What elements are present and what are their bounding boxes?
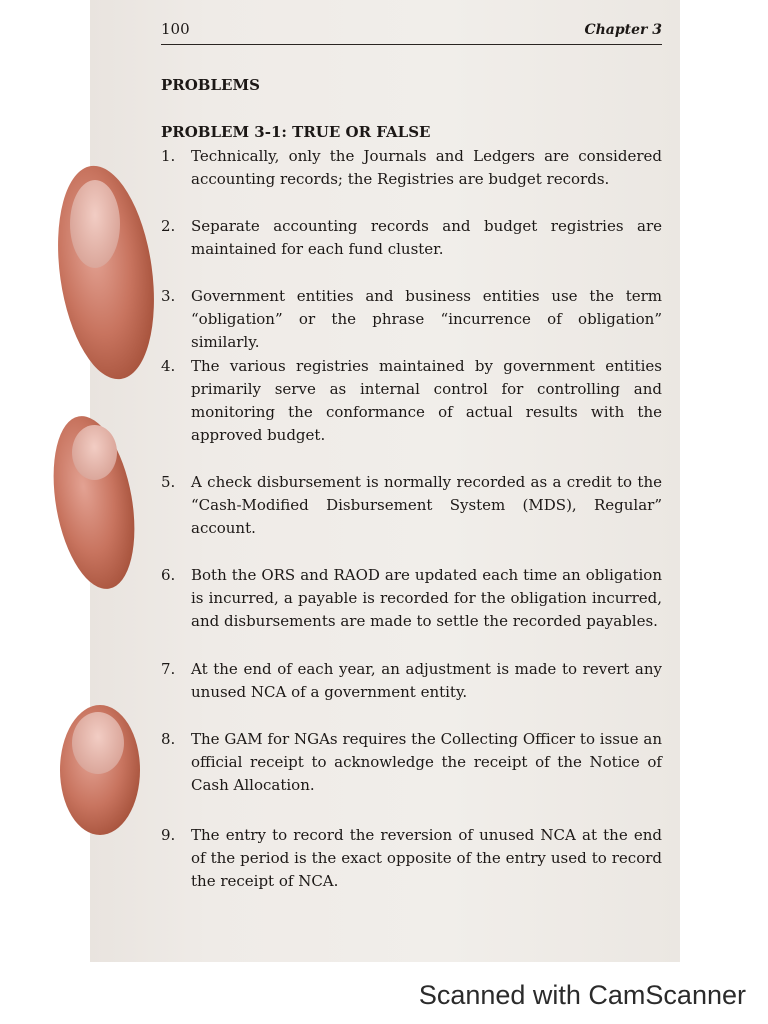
- item-text: Both the ORS and RAOD are updated each time an obligation is incurred, a payable is recorded for the obligation incurred, and disbursements are made to settle the recorded payables.: [191, 566, 662, 630]
- item-number: 9.: [161, 826, 176, 844]
- item-text: At the end of each year, an adjustment is made to revert any unused NCA of a government entity.: [191, 660, 662, 701]
- item-text: A check disbursement is normally recorded as a credit to the “Cash-Modified Disbursement System (MDS), Regular” account.: [191, 473, 662, 537]
- item-number: 7.: [161, 660, 176, 678]
- problem-item-6: [161, 564, 662, 633]
- scanner-watermark: Scanned with CamScanner: [418, 980, 746, 1010]
- item-text: Government entities and business entities use the term “obligation” or the phrase “incurrence of obligation” similarly.: [191, 287, 662, 351]
- problem-item-8: [161, 728, 662, 797]
- item-number: 8.: [161, 730, 176, 748]
- problem-item-4: [161, 355, 662, 447]
- page-number: 100: [161, 20, 190, 38]
- item-number: 2.: [161, 217, 176, 235]
- running-header: [161, 20, 662, 45]
- thumb-nail-bottom: [72, 712, 124, 774]
- problem-item-7: [161, 658, 662, 704]
- item-number: 5.: [161, 473, 176, 491]
- section-title: PROBLEMS: [161, 76, 260, 94]
- item-text: The various registries maintained by government entities primarily serve as internal control for controlling and monitoring the conformance of actual results with the approved budget.: [191, 357, 662, 444]
- item-text: The GAM for NGAs requires the Collecting Officer to issue an official receipt to acknowledge the receipt of the Notice of Cash Allocation.: [191, 730, 662, 794]
- problem-item-1: [161, 145, 662, 191]
- item-text: Separate accounting records and budget registries are maintained for each fund cluster.: [191, 217, 662, 258]
- problem-item-3: [161, 285, 662, 354]
- item-number: 4.: [161, 357, 176, 375]
- item-number: 3.: [161, 287, 176, 305]
- item-number: 6.: [161, 566, 176, 584]
- problem-item-5: [161, 471, 662, 540]
- item-text: Technically, only the Journals and Ledgers are considered accounting records; the Registries are budget records.: [191, 147, 662, 188]
- problem-item-2: [161, 215, 662, 261]
- problem-title: PROBLEM 3-1: TRUE OR FALSE: [161, 123, 431, 141]
- thumb-nail-middle: [72, 425, 117, 480]
- item-text: The entry to record the reversion of unused NCA at the end of the period is the exact opposite of the entry used to record the receipt of NCA.: [191, 826, 662, 890]
- problem-item-9: [161, 824, 662, 893]
- item-number: 1.: [161, 147, 176, 165]
- chapter-label: Chapter 3: [584, 22, 662, 38]
- thumb-nail-top: [70, 180, 120, 268]
